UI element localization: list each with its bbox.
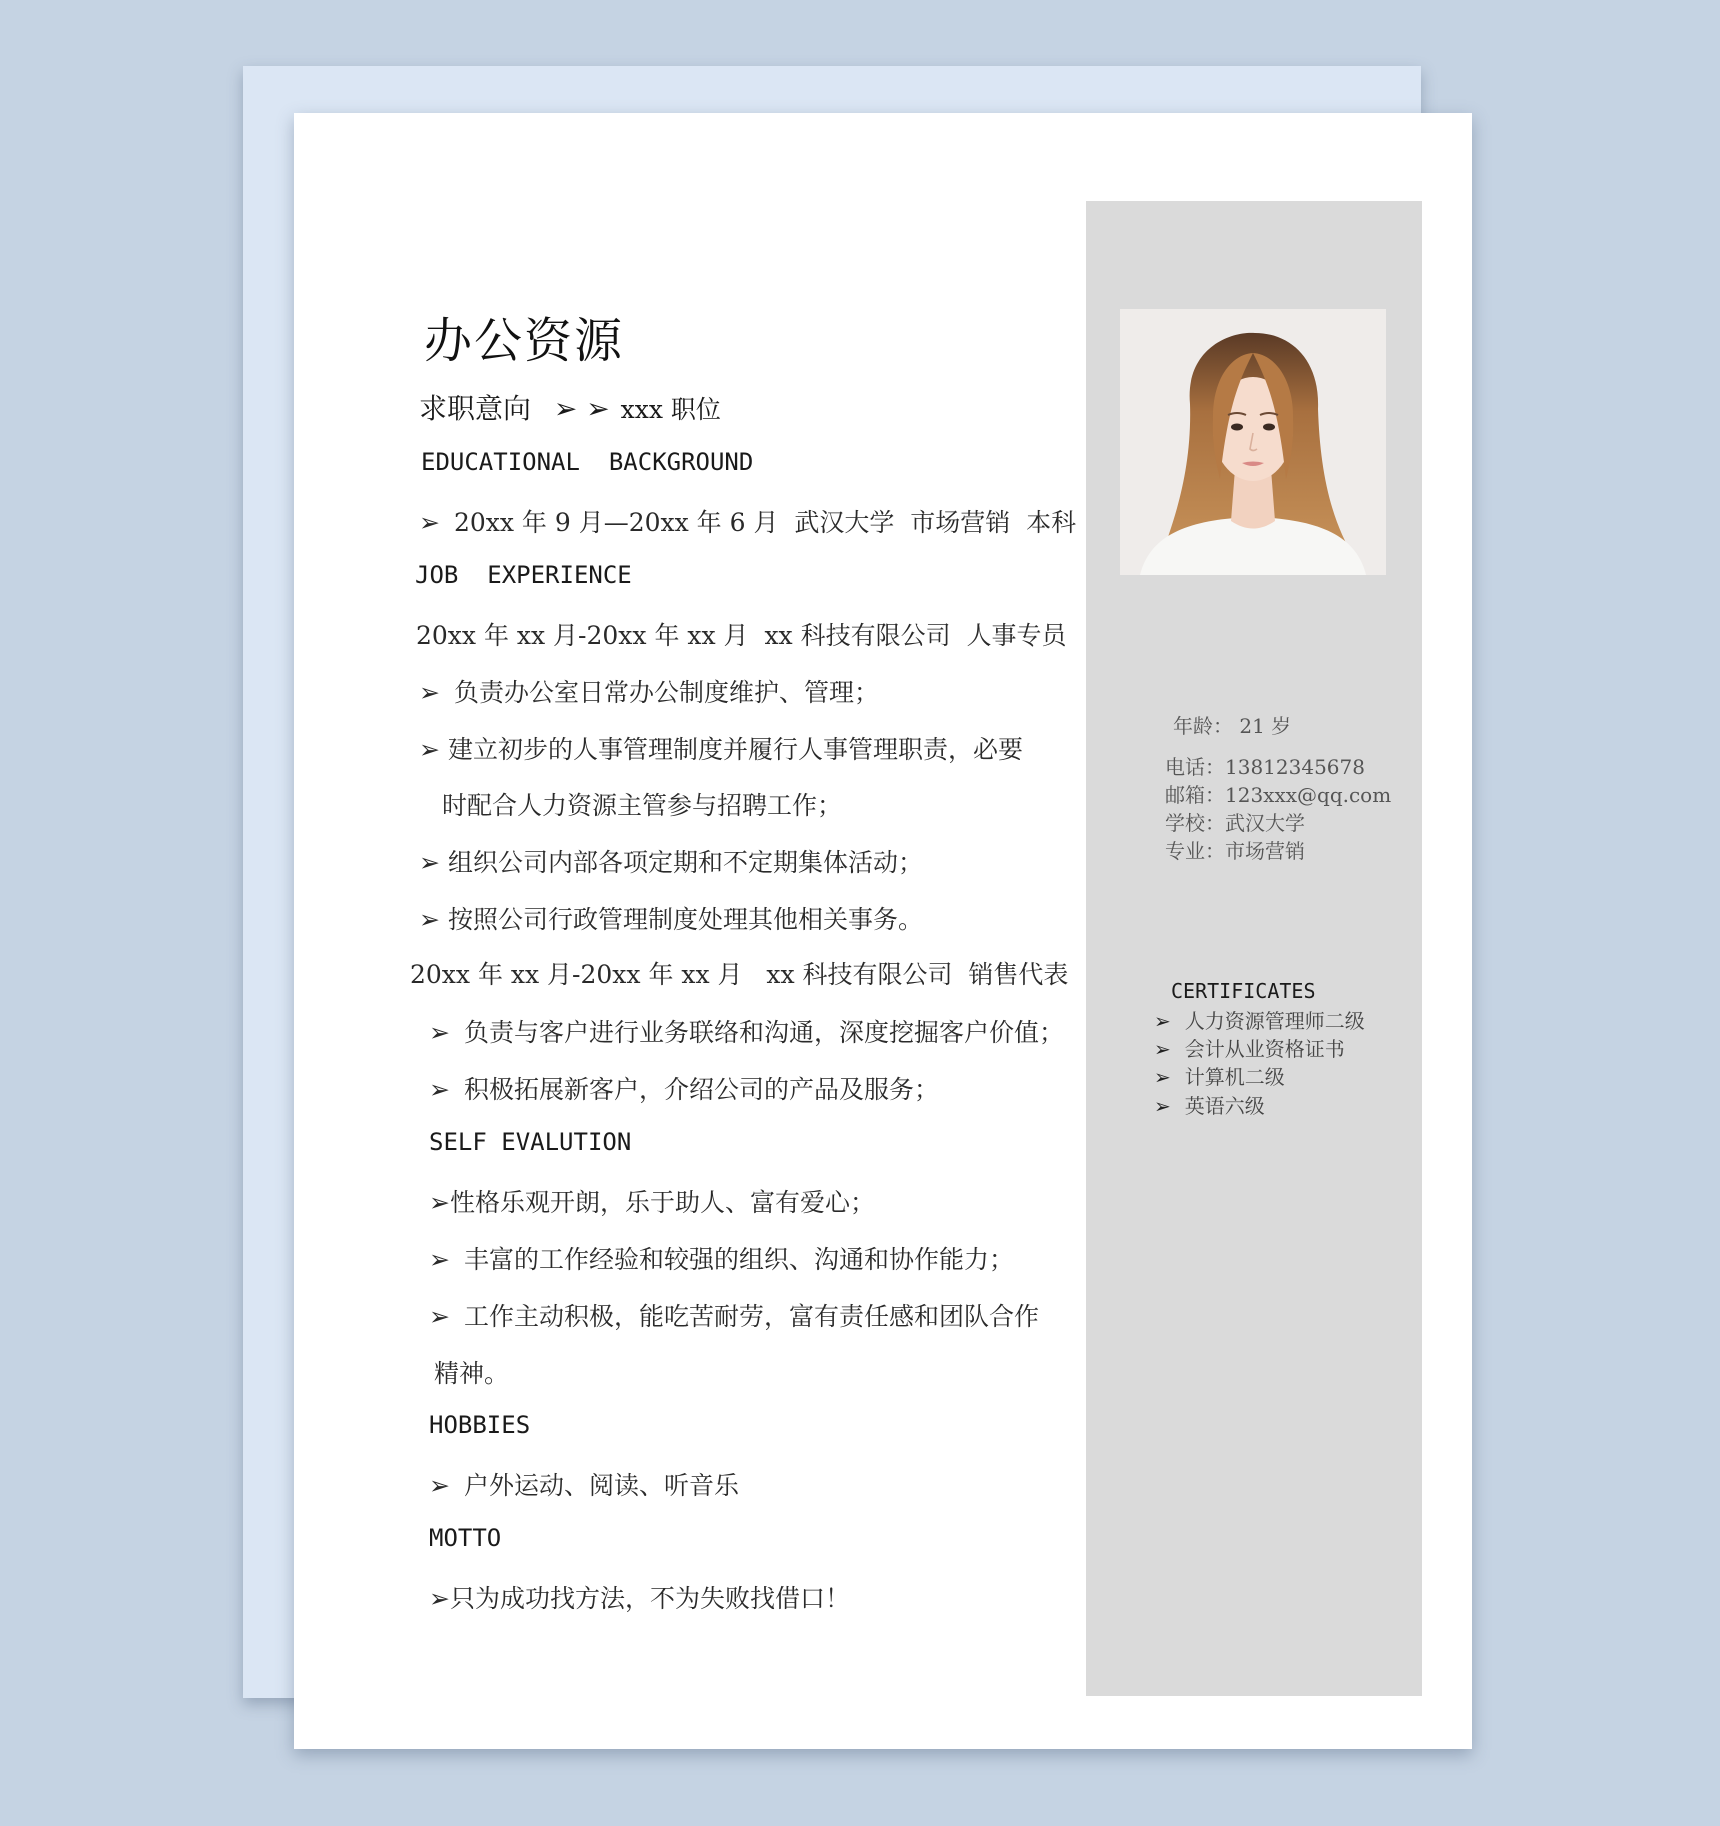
certificate-item: ➢ 人力资源管理师二级 [1154, 1009, 1365, 1033]
bullet-arrow-icon: ➢ [429, 1471, 450, 1500]
certificate-item: ➢ 英语六级 [1154, 1094, 1265, 1118]
motto-heading: MOTTO [429, 1524, 502, 1552]
job-heading: JOB EXPERIENCE [415, 561, 632, 589]
bullet-arrow-icon: ➢ [1154, 1065, 1171, 1089]
objective-arrows: ➢ ➢ [553, 392, 610, 425]
education-entry: ➢ 20xx 年 9 月—20xx 年 6 月 武汉大学 市场营销 本科 [419, 508, 1077, 537]
job2-duty: ➢ 积极拓展新客户，介绍公司的产品及服务； [429, 1075, 939, 1104]
self-item: ➢ 工作主动积极，能吃苦耐劳，富有责任感和团队合作 [429, 1302, 1039, 1331]
objective-value: xxx 职位 [620, 395, 721, 424]
bullet-arrow-icon: ➢ [419, 508, 440, 537]
major-info: 专业：市场营销 [1165, 839, 1305, 863]
self-item-continuation: 精神。 [434, 1359, 510, 1388]
job1-duty: ➢ 按照公司行政管理制度处理其他相关事务。 [419, 905, 923, 934]
profile-photo [1120, 309, 1386, 575]
job1-duty-continuation: 时配合人力资源主管参与招聘工作； [442, 791, 843, 820]
job1-duty: ➢ 负责办公室日常办公制度维护、管理； [419, 678, 879, 707]
email-info: 邮箱：123xxx@qq.com [1165, 783, 1392, 807]
bullet-arrow-icon: ➢ [429, 1302, 450, 1331]
bullet-arrow-icon: ➢ [1154, 1094, 1171, 1118]
objective-label: 求职意向 [419, 392, 532, 425]
motto-text: ➢只为成功找方法，不为失败找借口！ [429, 1584, 850, 1613]
resume-title: 办公资源 [424, 313, 625, 369]
job2-duty: ➢ 负责与客户进行业务联络和沟通，深度挖掘客户价值； [429, 1018, 1064, 1047]
bullet-arrow-icon: ➢ [1154, 1009, 1171, 1033]
job1-duty: ➢ 组织公司内部各项定期和不定期集体活动； [419, 848, 923, 877]
job1-duty: ➢ 建立初步的人事管理制度并履行人事管理职责，必要 [419, 735, 1023, 764]
hobbies-heading: HOBBIES [429, 1411, 531, 1439]
bullet-arrow-icon: ➢ [419, 678, 440, 707]
self-item: ➢ 丰富的工作经验和较强的组织、沟通和协作能力； [429, 1245, 1014, 1274]
job2-title: 20xx 年 xx 月-20xx 年 xx 月 xx 科技有限公司 销售代表 [410, 960, 1069, 989]
bullet-arrow-icon: ➢ [429, 1245, 450, 1274]
job1-title: 20xx 年 xx 月-20xx 年 xx 月 xx 科技有限公司 人事专员 [416, 621, 1067, 650]
bullet-arrow-icon: ➢ [419, 905, 440, 934]
education-heading: EDUCATIONAL BACKGROUND [421, 448, 754, 476]
certificate-item: ➢ 计算机二级 [1154, 1065, 1285, 1089]
certificates-heading: CERTIFICATES [1171, 979, 1316, 1003]
bullet-arrow-icon: ➢ [429, 1018, 450, 1047]
phone-info: 电话：13812345678 [1165, 755, 1365, 779]
bullet-arrow-icon: ➢ [429, 1075, 450, 1104]
job-objective [419, 387, 721, 427]
age-info: 年龄： 21 岁 [1173, 714, 1292, 738]
bullet-arrow-icon: ➢ [419, 735, 440, 764]
self-item: ➢性格乐观开朗，乐于助人、富有爱心； [429, 1188, 875, 1217]
hobbies-text: ➢ 户外运动、阅读、听音乐 [429, 1471, 739, 1500]
certificate-item: ➢ 会计从业资格证书 [1154, 1037, 1345, 1061]
bullet-arrow-icon: ➢ [1154, 1037, 1171, 1061]
bullet-arrow-icon: ➢ [419, 848, 440, 877]
self-heading: SELF EVALUTION [429, 1128, 632, 1156]
bullet-arrow-icon: ➢ [429, 1584, 450, 1613]
school-info: 学校：武汉大学 [1165, 811, 1305, 835]
bullet-arrow-icon: ➢ [429, 1188, 450, 1217]
